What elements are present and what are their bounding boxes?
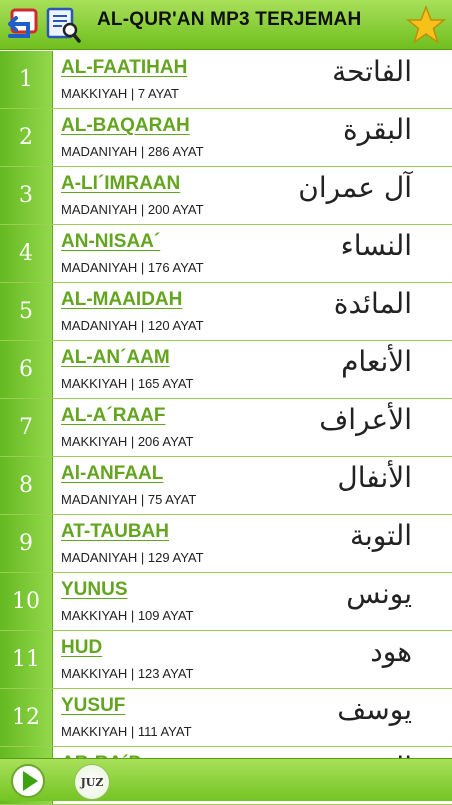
surah-info: MAKKIYAH | 109 AYAT	[61, 608, 194, 623]
surah-arabic-name: الأنعام	[341, 345, 412, 378]
surah-number: 12	[0, 689, 53, 746]
surah-number: 8	[0, 457, 53, 514]
surah-list[interactable]	[0, 51, 452, 758]
page-title: AL-QUR'AN MP3 TERJEMAH	[97, 9, 362, 30]
surah-row[interactable]	[0, 51, 452, 109]
surah-number: 6	[0, 341, 53, 398]
app-header	[0, 0, 452, 50]
surah-number: 11	[0, 631, 53, 688]
surah-row[interactable]	[0, 225, 452, 283]
surah-name[interactable]: YUNUS	[61, 579, 128, 600]
surah-row[interactable]	[0, 167, 452, 225]
surah-arabic-name: النساء	[340, 229, 412, 262]
surah-arabic-name: الأعراف	[319, 403, 412, 436]
surah-info: MADANIYAH | 129 AYAT	[61, 550, 204, 565]
surah-info: MAKKIYAH | 7 AYAT	[61, 86, 180, 101]
surah-name[interactable]: YUSUF	[61, 695, 126, 716]
surah-row[interactable]	[0, 399, 452, 457]
search-doc-icon[interactable]	[46, 6, 82, 44]
surah-name[interactable]: Al-ANFAAL	[61, 463, 164, 484]
surah-name[interactable]: AL-FAATIHAH	[61, 57, 188, 78]
surah-info: MAKKIYAH | 123 AYAT	[61, 666, 194, 681]
surah-number: 7	[0, 399, 53, 456]
surah-arabic-name: يونس	[346, 577, 412, 610]
surah-row[interactable]	[0, 341, 452, 399]
surah-name[interactable]: AL-AN´AAM	[61, 347, 170, 368]
surah-row[interactable]	[0, 457, 452, 515]
surah-info: MADANIYAH | 176 AYAT	[61, 260, 204, 275]
surah-number: 2	[0, 109, 53, 166]
surah-name[interactable]: AL-MAAIDAH	[61, 289, 183, 310]
surah-row[interactable]	[0, 515, 452, 573]
surah-number: 1	[0, 51, 53, 108]
surah-number: 3	[0, 167, 53, 224]
surah-info: MAKKIYAH | 165 AYAT	[61, 376, 194, 391]
surah-arabic-name: الفاتحة	[332, 55, 412, 88]
juz-icon[interactable]	[74, 764, 110, 800]
surah-arabic-name: التوبة	[349, 519, 412, 552]
surah-arabic-name: يوسف	[337, 693, 412, 726]
surah-arabic-name: هود	[370, 635, 412, 668]
surah-number: 10	[0, 573, 53, 630]
surah-number: 9	[0, 515, 53, 572]
surah-row[interactable]	[0, 573, 452, 631]
surah-info: MADANIYAH | 75 AYAT	[61, 492, 197, 507]
surah-arabic-name: الأنفال	[337, 461, 412, 494]
surah-name[interactable]: A-LI´IMRAAN	[61, 173, 181, 194]
surah-name[interactable]: AN-NISAA´	[61, 231, 161, 252]
surah-name[interactable]: HUD	[61, 637, 103, 658]
surah-name[interactable]: AT-TAUBAH	[61, 521, 169, 542]
surah-row[interactable]	[0, 689, 452, 747]
surah-number: 5	[0, 283, 53, 340]
surah-row[interactable]	[0, 109, 452, 167]
surah-row[interactable]	[0, 283, 452, 341]
surah-arabic-name: البقرة	[342, 113, 412, 146]
surah-name[interactable]: AL-BAQARAH	[61, 115, 190, 136]
surah-info: MADANIYAH | 286 AYAT	[61, 144, 204, 159]
surah-info: MAKKIYAH | 206 AYAT	[61, 434, 194, 449]
surah-row[interactable]	[0, 631, 452, 689]
juz-label: JUZ	[80, 775, 104, 789]
surah-info: MAKKIYAH | 111 AYAT	[61, 724, 192, 739]
surah-arabic-name: المائدة	[333, 287, 412, 320]
surah-info: MADANIYAH | 200 AYAT	[61, 202, 204, 217]
surah-number: 4	[0, 225, 53, 282]
surah-info: MADANIYAH | 120 AYAT	[61, 318, 204, 333]
star-icon[interactable]	[406, 5, 446, 45]
bottom-bar	[0, 758, 452, 801]
surah-arabic-name: آل عمران	[298, 171, 412, 204]
back-arrow-icon[interactable]	[4, 6, 40, 44]
play-icon[interactable]	[10, 763, 46, 799]
surah-name[interactable]: AL-A´RAAF	[61, 405, 166, 426]
